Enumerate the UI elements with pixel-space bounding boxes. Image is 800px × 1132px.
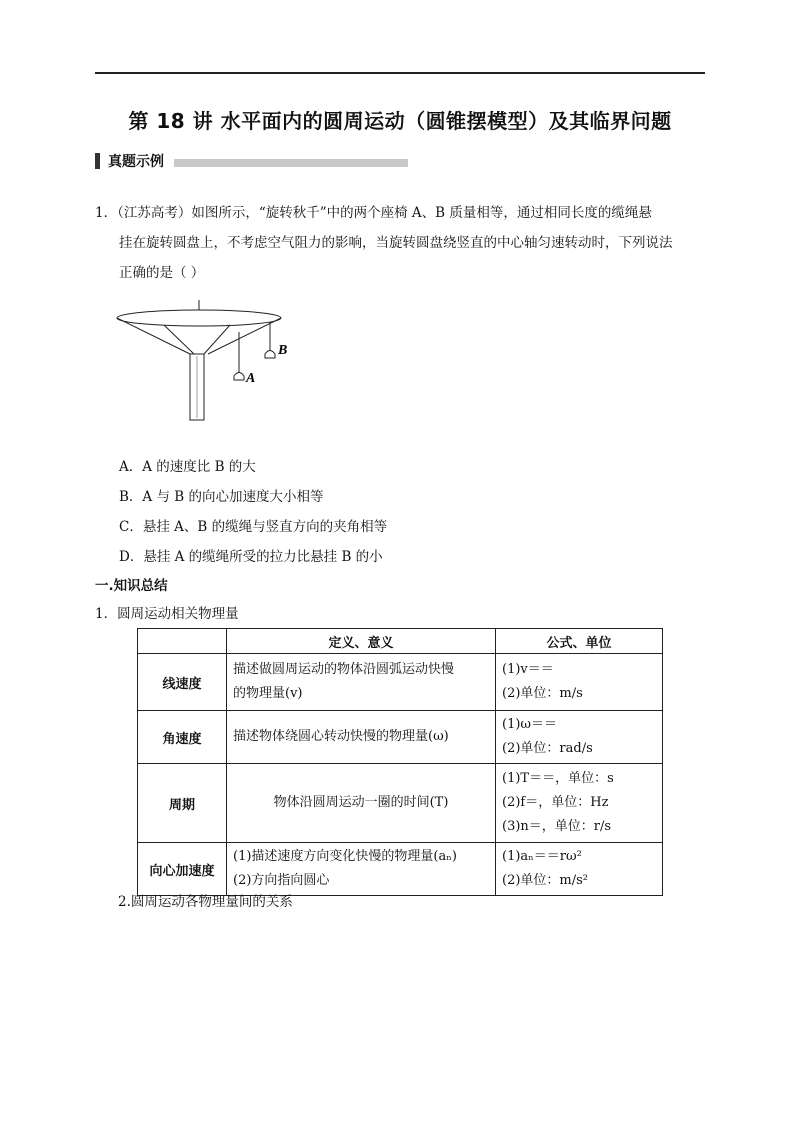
table-header: 定义、意义: [227, 629, 496, 654]
formula-line: (2)单位：rad/s: [502, 741, 593, 756]
definition-line: 物体沿圆周运动一圈的时间(T): [273, 795, 449, 810]
swing-figure: [112, 296, 312, 426]
section-label: 真题示例: [108, 154, 164, 170]
label-a: A: [246, 371, 256, 386]
definition-line: (2)方向指向圆心: [233, 873, 330, 888]
table-row: [138, 711, 663, 764]
disc: [117, 310, 281, 326]
table-header-row: [138, 629, 663, 654]
formula-cell: [496, 654, 663, 711]
formula-cell: [496, 764, 663, 843]
question1-line2: 挂在旋转圆盘上，不考虑空气阻力的影响，当旋转圆盘绕竖直的中心轴匀速转动时，下列说法: [119, 235, 673, 251]
definition-cell: [227, 764, 496, 843]
table-row: [138, 764, 663, 843]
option-a: A．A 的速度比 B 的大: [119, 459, 256, 475]
subheading-2: 2.圆周运动各物理量间的关系: [118, 894, 293, 910]
quantity-name: 周期: [138, 764, 227, 843]
question1-line1: 1．（江苏高考）如图所示，“旋转秋千”中的两个座椅 A、B 质量相等，通过相同长度的缆绳悬: [95, 205, 652, 221]
definition-line: 的物理量(v): [233, 686, 303, 701]
table-row: [138, 654, 663, 711]
summary-heading: 一.知识总结: [95, 578, 168, 594]
quantity-name: 角速度: [138, 711, 227, 764]
section-heading-real: [95, 151, 408, 171]
formula-line: (1)T＝＝，单位：s: [502, 771, 614, 786]
section-fill-bar: [174, 159, 408, 167]
section-marker: [95, 153, 100, 169]
formula-cell: [496, 843, 663, 896]
quantity-name: 向心加速度: [138, 843, 227, 896]
cone-inner-1: [164, 325, 194, 354]
formula-line: (3)n＝，单位：r/s: [502, 819, 612, 834]
quantity-name: 线速度: [138, 654, 227, 711]
physics-quantity-table: [137, 628, 663, 896]
page-title: 第 18 讲 水平面内的圆周运动（圆锥摆模型）及其临界问题: [128, 109, 672, 133]
definition-cell: [227, 711, 496, 764]
formula-line: (1)ω＝＝: [502, 717, 558, 732]
option-c: C．悬挂 A、B 的缆绳与竖直方向的夹角相等: [119, 519, 388, 535]
label-b: B: [278, 343, 288, 358]
top-rule: [95, 72, 705, 74]
formula-line: (2)单位：m/s: [502, 686, 583, 701]
formula-cell: [496, 711, 663, 764]
table-header: [138, 629, 227, 654]
formula-line: (1)aₙ＝＝rω²: [502, 849, 582, 864]
cone-left: [117, 318, 190, 354]
question1-line3: 正确的是（ ）: [119, 265, 205, 281]
seat-b: [265, 351, 275, 359]
subheading-1: 1．圆周运动相关物理量: [95, 606, 239, 622]
table-header: 公式、单位: [496, 629, 663, 654]
definition-cell: [227, 843, 496, 896]
definition-line: 描述物体绕圆心转动快慢的物理量(ω): [233, 729, 449, 744]
definition-line: 描述做圆周运动的物体沿圆弧运动快慢: [233, 662, 455, 677]
option-d: D．悬挂 A 的缆绳所受的拉力比悬挂 B 的小: [119, 549, 383, 565]
formula-line: (2)f＝，单位：Hz: [502, 795, 609, 810]
formula-line: (2)单位：m/s²: [502, 873, 589, 888]
option-b: B．A 与 B 的向心加速度大小相等: [119, 489, 324, 505]
definition-line: (1)描述速度方向变化快慢的物理量(aₙ): [233, 849, 457, 864]
formula-line: (1)v＝＝: [502, 662, 554, 677]
table-row: [138, 843, 663, 896]
definition-cell: [227, 654, 496, 711]
seat-a: [234, 373, 244, 381]
